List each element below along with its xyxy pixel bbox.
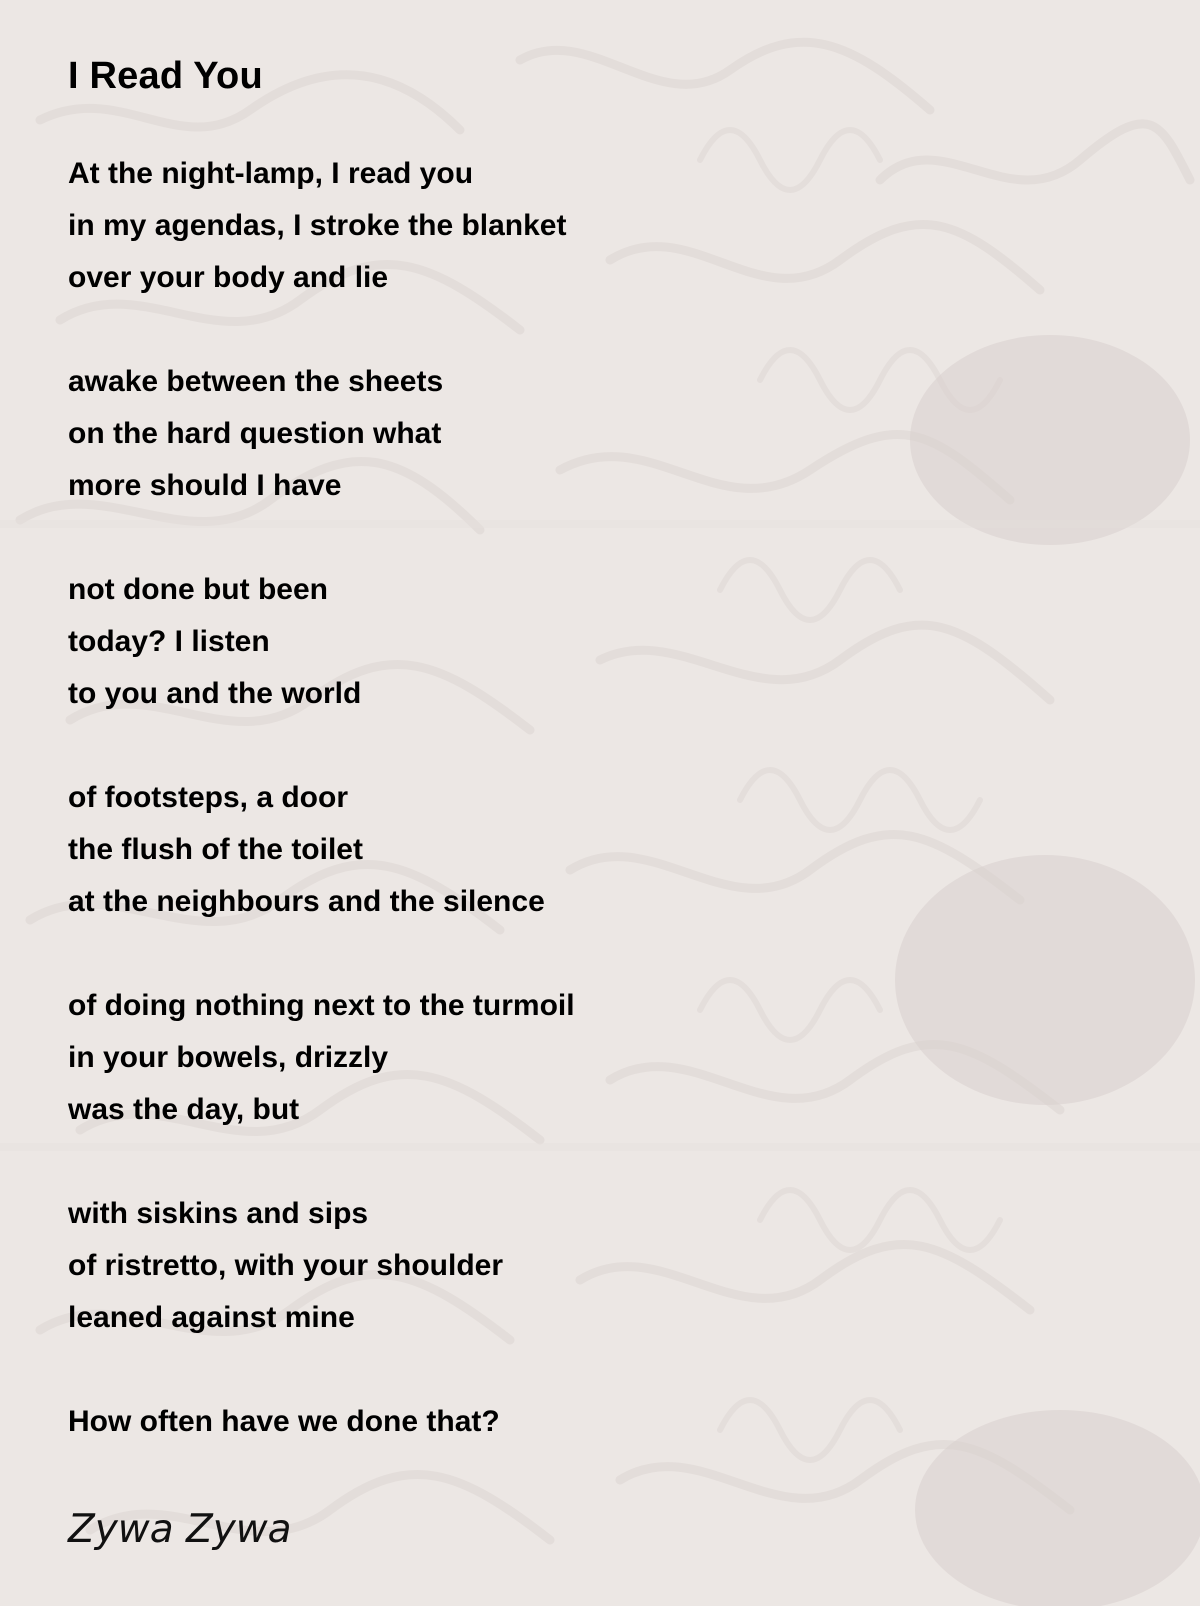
poem-line: was the day, but (68, 1093, 300, 1126)
stanza (68, 356, 1068, 512)
poem-container (68, 50, 1068, 1500)
poem-title: I Read You (68, 55, 263, 97)
poem-line: over your body and lie (68, 261, 389, 294)
poem-line: of doing nothing next to the turmoil (68, 989, 575, 1022)
poem-line: to you and the world (68, 677, 362, 710)
poem-line: on the hard question what (68, 417, 442, 450)
stanza (68, 564, 1068, 720)
poem-line: in your bowels, drizzly (68, 1041, 389, 1074)
poem-line: awake between the sheets (68, 365, 444, 398)
stanza (68, 1188, 1068, 1344)
poem-line: of footsteps, a door (68, 781, 348, 814)
poem-line: of ristretto, with your shoulder (68, 1249, 504, 1282)
poem-line: leaned against mine (68, 1301, 355, 1334)
stanza (68, 148, 1068, 304)
poem-line: more should I have (68, 469, 342, 502)
poem-line: with siskins and sips (68, 1197, 369, 1230)
poem-line: the flush of the toilet (68, 833, 363, 866)
stanza (68, 980, 1068, 1136)
poem-line: At the night-lamp, I read you (68, 157, 474, 190)
poem-body (68, 148, 1068, 1448)
poem-author: Zywa Zywa (68, 1507, 292, 1552)
poem-line: How often have we done that? (68, 1405, 500, 1438)
poem-line: at the neighbours and the silence (68, 885, 545, 918)
poem-line: in my agendas, I stroke the blanket (68, 209, 567, 242)
stanza (68, 772, 1068, 928)
poem-line: not done but been (68, 573, 328, 606)
poem-line: today? I listen (68, 625, 270, 658)
stanza (68, 1396, 1068, 1448)
